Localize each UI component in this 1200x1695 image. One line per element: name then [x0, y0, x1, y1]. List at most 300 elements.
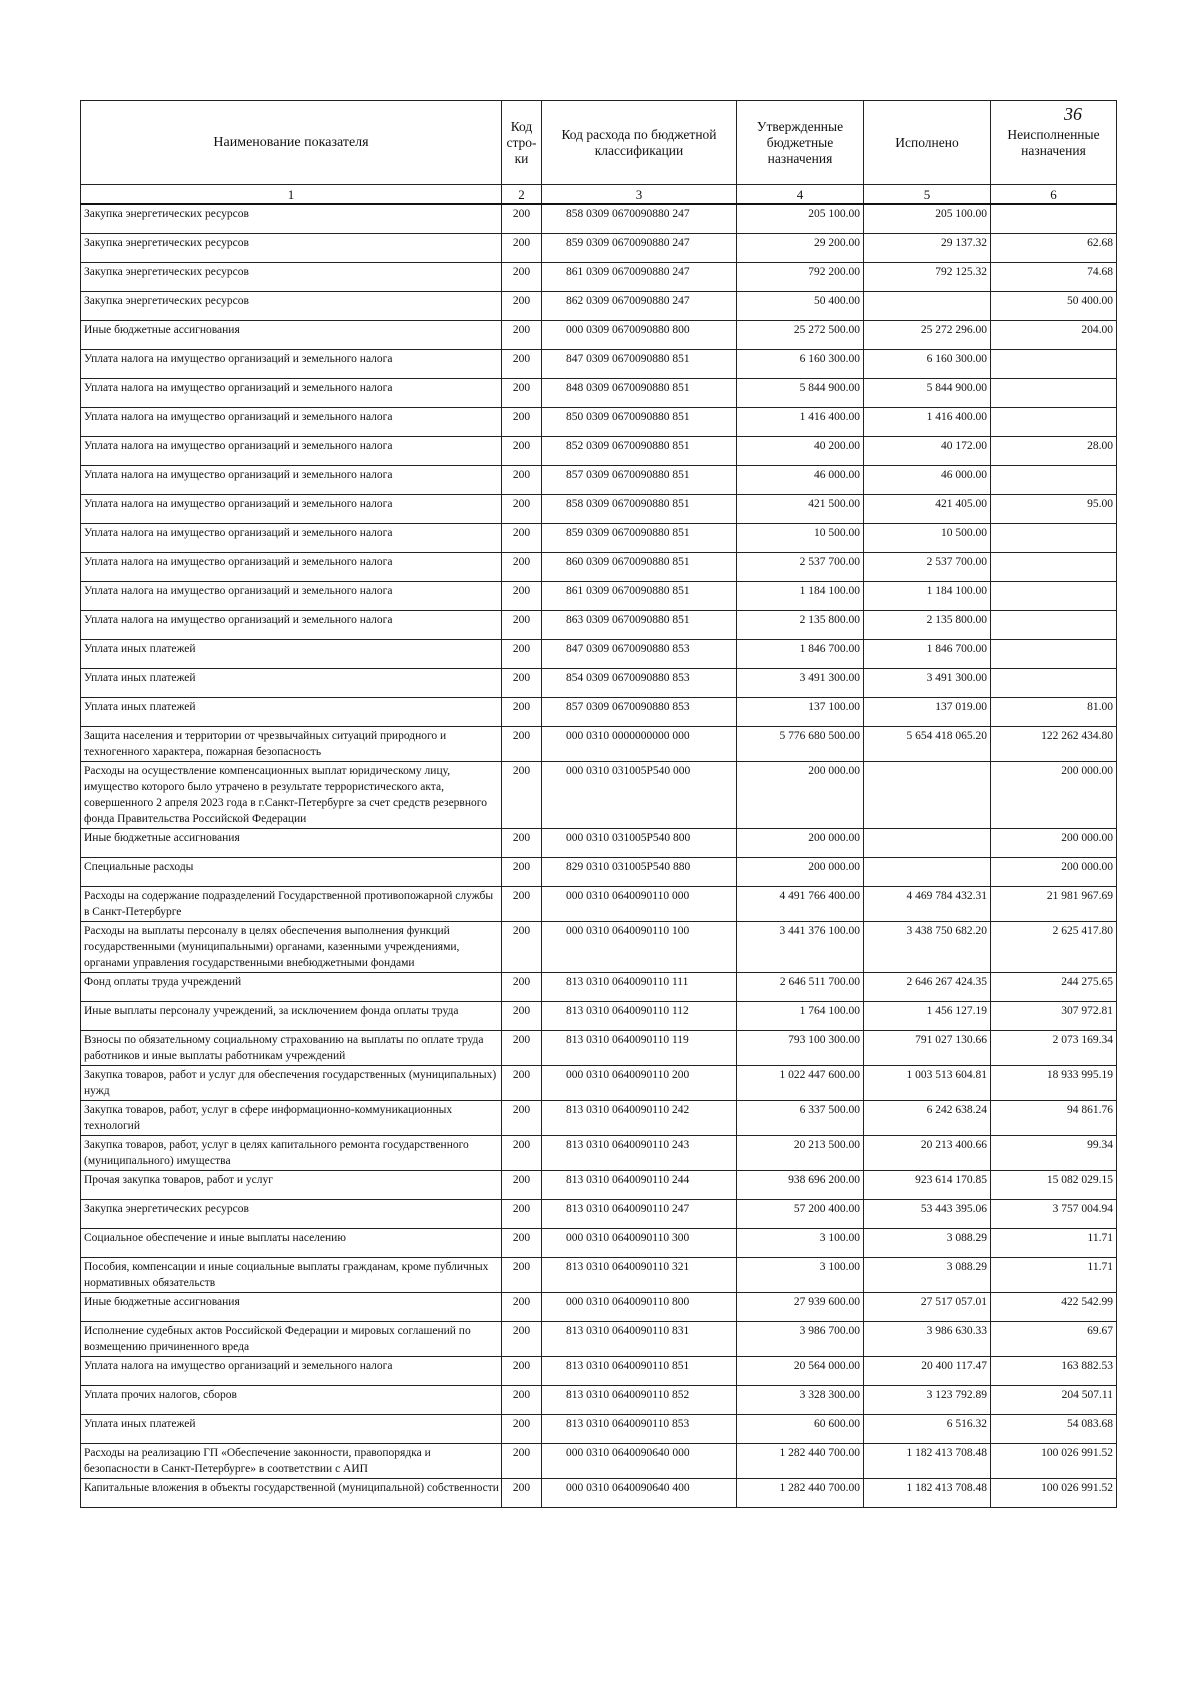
table-row	[81, 1002, 1117, 1031]
row-executed: 923 614 170.85	[864, 1171, 991, 1200]
table-row	[81, 1101, 1117, 1136]
row-unexecuted: 99.34	[991, 1136, 1117, 1171]
table-row	[81, 350, 1117, 379]
row-budget-code: 847 0309 0670090880 853	[542, 640, 737, 669]
budget-execution-table	[80, 100, 1117, 1508]
row-budget-code: 813 0310 0640090110 111	[542, 973, 737, 1002]
row-executed: 20 400 117.47	[864, 1357, 991, 1386]
row-approved: 5 844 900.00	[737, 379, 864, 408]
row-executed: 53 443 395.06	[864, 1200, 991, 1229]
row-approved: 205 100.00	[737, 204, 864, 234]
row-line-code: 200	[502, 234, 542, 263]
row-executed: 1 456 127.19	[864, 1002, 991, 1031]
row-executed: 3 088.29	[864, 1258, 991, 1293]
row-name: Расходы на содержание подразделений Государственной противопожарной службы в Санкт-Петербурге	[81, 887, 502, 922]
row-line-code: 200	[502, 292, 542, 321]
row-line-code: 200	[502, 922, 542, 973]
table-row	[81, 1444, 1117, 1479]
row-name: Уплата прочих налогов, сборов	[81, 1386, 502, 1415]
page-number: 36	[1064, 104, 1082, 124]
row-name: Прочая закупка товаров, работ и услуг	[81, 1171, 502, 1200]
row-approved: 1 846 700.00	[737, 640, 864, 669]
table-row	[81, 922, 1117, 973]
header-budget-code: Код расхода по бюджетной классификации	[542, 101, 737, 185]
table-row	[81, 292, 1117, 321]
row-line-code: 200	[502, 1258, 542, 1293]
row-approved: 200 000.00	[737, 829, 864, 858]
row-unexecuted: 81.00	[991, 698, 1117, 727]
header-unexecuted: Неисполненные назначения	[991, 101, 1117, 185]
row-approved: 3 491 300.00	[737, 669, 864, 698]
row-approved: 20 213 500.00	[737, 1136, 864, 1171]
row-unexecuted: 54 083.68	[991, 1415, 1117, 1444]
row-line-code: 200	[502, 1066, 542, 1101]
row-approved: 3 328 300.00	[737, 1386, 864, 1415]
row-name: Уплата налога на имущество организаций и земельного налога	[81, 611, 502, 640]
row-budget-code: 861 0309 0670090880 851	[542, 582, 737, 611]
row-line-code: 200	[502, 611, 542, 640]
row-line-code: 200	[502, 582, 542, 611]
row-approved: 40 200.00	[737, 437, 864, 466]
row-line-code: 200	[502, 1444, 542, 1479]
row-budget-code: 813 0310 0640090110 247	[542, 1200, 737, 1229]
table-row	[81, 762, 1117, 829]
row-unexecuted: 422 542.99	[991, 1293, 1117, 1322]
row-line-code: 200	[502, 1386, 542, 1415]
row-approved: 2 537 700.00	[737, 553, 864, 582]
row-line-code: 200	[502, 1200, 542, 1229]
row-approved: 5 776 680 500.00	[737, 727, 864, 762]
row-executed: 792 125.32	[864, 263, 991, 292]
column-number: 4	[737, 185, 864, 205]
row-approved: 6 160 300.00	[737, 350, 864, 379]
table-row	[81, 858, 1117, 887]
table-row	[81, 1031, 1117, 1066]
column-number: 2	[502, 185, 542, 205]
row-unexecuted: 69.67	[991, 1322, 1117, 1357]
row-approved: 10 500.00	[737, 524, 864, 553]
row-unexecuted	[991, 408, 1117, 437]
row-unexecuted: 62.68	[991, 234, 1117, 263]
row-executed: 791 027 130.66	[864, 1031, 991, 1066]
row-budget-code: 000 0310 0640090640 400	[542, 1479, 737, 1508]
row-approved: 3 986 700.00	[737, 1322, 864, 1357]
row-unexecuted	[991, 524, 1117, 553]
row-name: Специальные расходы	[81, 858, 502, 887]
row-approved: 3 100.00	[737, 1258, 864, 1293]
row-line-code: 200	[502, 437, 542, 466]
table-row	[81, 1171, 1117, 1200]
row-unexecuted: 18 933 995.19	[991, 1066, 1117, 1101]
table-row	[81, 1322, 1117, 1357]
row-budget-code: 813 0310 0640090110 852	[542, 1386, 737, 1415]
table-body	[81, 204, 1117, 1508]
header-approved: Утвержденные бюджетные назначения	[737, 101, 864, 185]
row-approved: 1 184 100.00	[737, 582, 864, 611]
row-unexecuted: 2 625 417.80	[991, 922, 1117, 973]
row-budget-code: 859 0309 0670090880 247	[542, 234, 737, 263]
table-row	[81, 973, 1117, 1002]
row-line-code: 200	[502, 350, 542, 379]
table-row	[81, 582, 1117, 611]
row-unexecuted	[991, 204, 1117, 234]
row-executed: 3 123 792.89	[864, 1386, 991, 1415]
row-budget-code: 860 0309 0670090880 851	[542, 553, 737, 582]
row-name: Иные бюджетные ассигнования	[81, 1293, 502, 1322]
row-executed: 20 213 400.66	[864, 1136, 991, 1171]
row-line-code: 200	[502, 973, 542, 1002]
row-line-code: 200	[502, 1101, 542, 1136]
row-approved: 57 200 400.00	[737, 1200, 864, 1229]
table-row	[81, 669, 1117, 698]
row-unexecuted: 200 000.00	[991, 858, 1117, 887]
row-name: Закупка товаров, работ, услуг в целях капитального ремонта государственного (муниципального) имущества	[81, 1136, 502, 1171]
column-number: 6	[991, 185, 1117, 205]
row-budget-code: 854 0309 0670090880 853	[542, 669, 737, 698]
row-budget-code: 850 0309 0670090880 851	[542, 408, 737, 437]
table-header-row	[81, 101, 1117, 185]
row-unexecuted: 74.68	[991, 263, 1117, 292]
row-unexecuted: 15 082 029.15	[991, 1171, 1117, 1200]
row-approved: 1 282 440 700.00	[737, 1479, 864, 1508]
row-unexecuted	[991, 379, 1117, 408]
row-executed: 3 491 300.00	[864, 669, 991, 698]
row-budget-code: 861 0309 0670090880 247	[542, 263, 737, 292]
table-row	[81, 1479, 1117, 1508]
row-approved: 50 400.00	[737, 292, 864, 321]
row-budget-code: 863 0309 0670090880 851	[542, 611, 737, 640]
row-name: Уплата налога на имущество организаций и земельного налога	[81, 582, 502, 611]
row-executed: 25 272 296.00	[864, 321, 991, 350]
row-unexecuted	[991, 553, 1117, 582]
table-row	[81, 1415, 1117, 1444]
table-row	[81, 829, 1117, 858]
row-approved: 1 416 400.00	[737, 408, 864, 437]
row-approved: 2 135 800.00	[737, 611, 864, 640]
row-line-code: 200	[502, 379, 542, 408]
row-name: Защита населения и территории от чрезвычайных ситуаций природного и техногенного характера, пожарная безопасность	[81, 727, 502, 762]
row-executed: 2 646 267 424.35	[864, 973, 991, 1002]
row-executed: 1 003 513 604.81	[864, 1066, 991, 1101]
row-unexecuted: 204.00	[991, 321, 1117, 350]
row-approved: 27 939 600.00	[737, 1293, 864, 1322]
table-row	[81, 466, 1117, 495]
row-approved: 1 022 447 600.00	[737, 1066, 864, 1101]
row-budget-code: 813 0310 0640090110 112	[542, 1002, 737, 1031]
column-number: 3	[542, 185, 737, 205]
row-line-code: 200	[502, 858, 542, 887]
row-name: Уплата иных платежей	[81, 640, 502, 669]
row-executed: 3 986 630.33	[864, 1322, 991, 1357]
row-approved: 3 441 376 100.00	[737, 922, 864, 973]
row-executed: 2 135 800.00	[864, 611, 991, 640]
row-budget-code: 847 0309 0670090880 851	[542, 350, 737, 379]
row-budget-code: 000 0310 031005P540 000	[542, 762, 737, 829]
row-budget-code: 852 0309 0670090880 851	[542, 437, 737, 466]
row-unexecuted: 3 757 004.94	[991, 1200, 1117, 1229]
row-unexecuted: 100 026 991.52	[991, 1444, 1117, 1479]
row-name: Пособия, компенсации и иные социальные выплаты гражданам, кроме публичных нормативных обязательств	[81, 1258, 502, 1293]
row-line-code: 200	[502, 829, 542, 858]
row-unexecuted: 244 275.65	[991, 973, 1117, 1002]
row-unexecuted	[991, 466, 1117, 495]
row-unexecuted: 200 000.00	[991, 762, 1117, 829]
row-line-code: 200	[502, 408, 542, 437]
row-unexecuted	[991, 350, 1117, 379]
row-budget-code: 000 0310 0640090110 200	[542, 1066, 737, 1101]
table-row	[81, 1229, 1117, 1258]
row-executed	[864, 858, 991, 887]
row-name: Закупка энергетических ресурсов	[81, 204, 502, 234]
row-line-code: 200	[502, 466, 542, 495]
table-row	[81, 1136, 1117, 1171]
table-row	[81, 553, 1117, 582]
table-row	[81, 408, 1117, 437]
row-name: Закупка энергетических ресурсов	[81, 1200, 502, 1229]
row-budget-code: 857 0309 0670090880 853	[542, 698, 737, 727]
row-budget-code: 813 0310 0640090110 831	[542, 1322, 737, 1357]
table-row	[81, 727, 1117, 762]
row-executed: 5 844 900.00	[864, 379, 991, 408]
row-name: Закупка энергетических ресурсов	[81, 234, 502, 263]
row-approved: 938 696 200.00	[737, 1171, 864, 1200]
header-name: Наименование показателя	[81, 101, 502, 185]
row-line-code: 200	[502, 698, 542, 727]
row-budget-code: 862 0309 0670090880 247	[542, 292, 737, 321]
row-name: Взносы по обязательному социальному страхованию на выплаты по оплате труда работников и иные выплаты работникам учреждений	[81, 1031, 502, 1066]
row-unexecuted: 204 507.11	[991, 1386, 1117, 1415]
row-executed: 6 160 300.00	[864, 350, 991, 379]
table-row	[81, 1066, 1117, 1101]
row-line-code: 200	[502, 1031, 542, 1066]
row-line-code: 200	[502, 1293, 542, 1322]
row-name: Капитальные вложения в объекты государственной (муниципальной) собственности	[81, 1479, 502, 1508]
row-line-code: 200	[502, 887, 542, 922]
row-approved: 200 000.00	[737, 858, 864, 887]
row-executed: 6 516.32	[864, 1415, 991, 1444]
row-budget-code: 858 0309 0670090880 247	[542, 204, 737, 234]
row-name: Расходы на выплаты персоналу в целях обеспечения выполнения функций государственными (муниципальными) органами, казенными учреждениями, органами управления государственными внебюджетными фондами	[81, 922, 502, 973]
header-line-code: Код стро-ки	[502, 101, 542, 185]
row-executed: 6 242 638.24	[864, 1101, 991, 1136]
row-line-code: 200	[502, 553, 542, 582]
row-name: Иные бюджетные ассигнования	[81, 321, 502, 350]
row-unexecuted	[991, 582, 1117, 611]
row-executed: 137 019.00	[864, 698, 991, 727]
row-approved: 793 100 300.00	[737, 1031, 864, 1066]
row-executed: 421 405.00	[864, 495, 991, 524]
row-unexecuted: 200 000.00	[991, 829, 1117, 858]
row-budget-code: 813 0310 0640090110 243	[542, 1136, 737, 1171]
row-name: Уплата налога на имущество организаций и земельного налога	[81, 437, 502, 466]
row-name: Уплата налога на имущество организаций и земельного налога	[81, 1357, 502, 1386]
row-executed: 4 469 784 432.31	[864, 887, 991, 922]
table-row	[81, 1357, 1117, 1386]
table-row	[81, 234, 1117, 263]
row-name: Закупка энергетических ресурсов	[81, 263, 502, 292]
row-budget-code: 000 0309 0670090880 800	[542, 321, 737, 350]
row-executed: 1 182 413 708.48	[864, 1479, 991, 1508]
row-budget-code: 813 0310 0640090110 119	[542, 1031, 737, 1066]
row-approved: 4 491 766 400.00	[737, 887, 864, 922]
row-approved: 1 764 100.00	[737, 1002, 864, 1031]
table-row	[81, 1258, 1117, 1293]
row-name: Уплата налога на имущество организаций и земельного налога	[81, 553, 502, 582]
row-name: Расходы на реализацию ГП «Обеспечение законности, правопорядка и безопасности в Санкт-Петербурге» в соответствии с АИП	[81, 1444, 502, 1479]
row-name: Уплата иных платежей	[81, 669, 502, 698]
row-approved: 792 200.00	[737, 263, 864, 292]
row-name: Уплата налога на имущество организаций и земельного налога	[81, 524, 502, 553]
row-unexecuted: 95.00	[991, 495, 1117, 524]
row-budget-code: 000 0310 031005P540 800	[542, 829, 737, 858]
row-name: Социальное обеспечение и иные выплаты населению	[81, 1229, 502, 1258]
row-executed: 1 182 413 708.48	[864, 1444, 991, 1479]
row-executed	[864, 829, 991, 858]
row-line-code: 200	[502, 1229, 542, 1258]
table-row	[81, 524, 1117, 553]
row-budget-code: 813 0310 0640090110 242	[542, 1101, 737, 1136]
row-unexecuted	[991, 611, 1117, 640]
row-budget-code: 859 0309 0670090880 851	[542, 524, 737, 553]
column-number: 5	[864, 185, 991, 205]
row-unexecuted	[991, 640, 1117, 669]
row-approved: 25 272 500.00	[737, 321, 864, 350]
table-row	[81, 1200, 1117, 1229]
row-executed: 40 172.00	[864, 437, 991, 466]
row-line-code: 200	[502, 1322, 542, 1357]
row-approved: 200 000.00	[737, 762, 864, 829]
row-line-code: 200	[502, 1002, 542, 1031]
row-executed: 1 416 400.00	[864, 408, 991, 437]
row-line-code: 200	[502, 524, 542, 553]
row-line-code: 200	[502, 495, 542, 524]
table-row	[81, 1293, 1117, 1322]
table-row	[81, 321, 1117, 350]
row-executed: 1 846 700.00	[864, 640, 991, 669]
row-budget-code: 000 0310 0640090110 000	[542, 887, 737, 922]
row-line-code: 200	[502, 1136, 542, 1171]
row-name: Исполнение судебных актов Российской Федерации и мировых соглашений по возмещению причиненного вреда	[81, 1322, 502, 1357]
row-budget-code: 813 0310 0640090110 321	[542, 1258, 737, 1293]
row-line-code: 200	[502, 1357, 542, 1386]
row-executed: 3 438 750 682.20	[864, 922, 991, 973]
row-budget-code: 848 0309 0670090880 851	[542, 379, 737, 408]
row-executed	[864, 762, 991, 829]
row-name: Уплата налога на имущество организаций и земельного налога	[81, 495, 502, 524]
row-unexecuted: 94 861.76	[991, 1101, 1117, 1136]
row-executed: 205 100.00	[864, 204, 991, 234]
row-unexecuted: 122 262 434.80	[991, 727, 1117, 762]
row-budget-code: 000 0310 0000000000 000	[542, 727, 737, 762]
row-executed	[864, 292, 991, 321]
row-budget-code: 857 0309 0670090880 851	[542, 466, 737, 495]
column-number-row	[81, 185, 1117, 205]
row-approved: 2 646 511 700.00	[737, 973, 864, 1002]
row-budget-code: 000 0310 0640090110 100	[542, 922, 737, 973]
row-budget-code: 813 0310 0640090110 853	[542, 1415, 737, 1444]
row-unexecuted: 11.71	[991, 1229, 1117, 1258]
row-approved: 3 100.00	[737, 1229, 864, 1258]
row-line-code: 200	[502, 1171, 542, 1200]
row-name: Уплата налога на имущество организаций и земельного налога	[81, 466, 502, 495]
row-approved: 60 600.00	[737, 1415, 864, 1444]
row-budget-code: 813 0310 0640090110 851	[542, 1357, 737, 1386]
row-name: Уплата иных платежей	[81, 1415, 502, 1444]
table-row	[81, 611, 1117, 640]
row-name: Фонд оплаты труда учреждений	[81, 973, 502, 1002]
row-approved: 20 564 000.00	[737, 1357, 864, 1386]
table-row	[81, 437, 1117, 466]
row-unexecuted: 163 882.53	[991, 1357, 1117, 1386]
row-line-code: 200	[502, 321, 542, 350]
table-row	[81, 698, 1117, 727]
row-line-code: 200	[502, 1415, 542, 1444]
row-unexecuted: 307 972.81	[991, 1002, 1117, 1031]
row-budget-code: 858 0309 0670090880 851	[542, 495, 737, 524]
table-row	[81, 495, 1117, 524]
row-name: Уплата иных платежей	[81, 698, 502, 727]
row-line-code: 200	[502, 669, 542, 698]
row-budget-code: 813 0310 0640090110 244	[542, 1171, 737, 1200]
row-executed: 3 088.29	[864, 1229, 991, 1258]
row-executed: 27 517 057.01	[864, 1293, 991, 1322]
table-row	[81, 1386, 1117, 1415]
row-name: Закупка товаров, работ и услуг для обеспечения государственных (муниципальных) нужд	[81, 1066, 502, 1101]
row-executed: 2 537 700.00	[864, 553, 991, 582]
table-row	[81, 887, 1117, 922]
row-unexecuted: 50 400.00	[991, 292, 1117, 321]
row-name: Уплата налога на имущество организаций и земельного налога	[81, 350, 502, 379]
row-budget-code: 000 0310 0640090110 800	[542, 1293, 737, 1322]
row-unexecuted: 11.71	[991, 1258, 1117, 1293]
row-budget-code: 829 0310 031005P540 880	[542, 858, 737, 887]
row-executed: 5 654 418 065.20	[864, 727, 991, 762]
row-line-code: 200	[502, 263, 542, 292]
row-approved: 46 000.00	[737, 466, 864, 495]
row-budget-code: 000 0310 0640090640 000	[542, 1444, 737, 1479]
row-approved: 421 500.00	[737, 495, 864, 524]
row-name: Иные выплаты персоналу учреждений, за исключением фонда оплаты труда	[81, 1002, 502, 1031]
row-unexecuted: 100 026 991.52	[991, 1479, 1117, 1508]
table-row	[81, 263, 1117, 292]
table-row	[81, 379, 1117, 408]
row-approved: 6 337 500.00	[737, 1101, 864, 1136]
row-approved: 29 200.00	[737, 234, 864, 263]
row-budget-code: 000 0310 0640090110 300	[542, 1229, 737, 1258]
header-executed: Исполнено	[864, 101, 991, 185]
row-name: Закупка товаров, работ, услуг в сфере информационно-коммуникационных технологий	[81, 1101, 502, 1136]
row-name: Расходы на осуществление компенсационных выплат юридическому лицу, имущество которого было утрачено в результате террористического акта, совершенного 2 апреля 2023 года в г.Санкт-Петербурге за счет средств резервного фонда Правительства Российской Федерации	[81, 762, 502, 829]
row-approved: 137 100.00	[737, 698, 864, 727]
column-number: 1	[81, 185, 502, 205]
row-unexecuted: 2 073 169.34	[991, 1031, 1117, 1066]
row-executed: 46 000.00	[864, 466, 991, 495]
row-approved: 1 282 440 700.00	[737, 1444, 864, 1479]
row-unexecuted: 28.00	[991, 437, 1117, 466]
row-unexecuted: 21 981 967.69	[991, 887, 1117, 922]
row-line-code: 200	[502, 204, 542, 234]
row-line-code: 200	[502, 727, 542, 762]
row-line-code: 200	[502, 762, 542, 829]
row-executed: 10 500.00	[864, 524, 991, 553]
row-line-code: 200	[502, 1479, 542, 1508]
row-name: Уплата налога на имущество организаций и земельного налога	[81, 408, 502, 437]
row-name: Иные бюджетные ассигнования	[81, 829, 502, 858]
table-row	[81, 204, 1117, 234]
table-row	[81, 640, 1117, 669]
row-line-code: 200	[502, 640, 542, 669]
row-name: Уплата налога на имущество организаций и земельного налога	[81, 379, 502, 408]
